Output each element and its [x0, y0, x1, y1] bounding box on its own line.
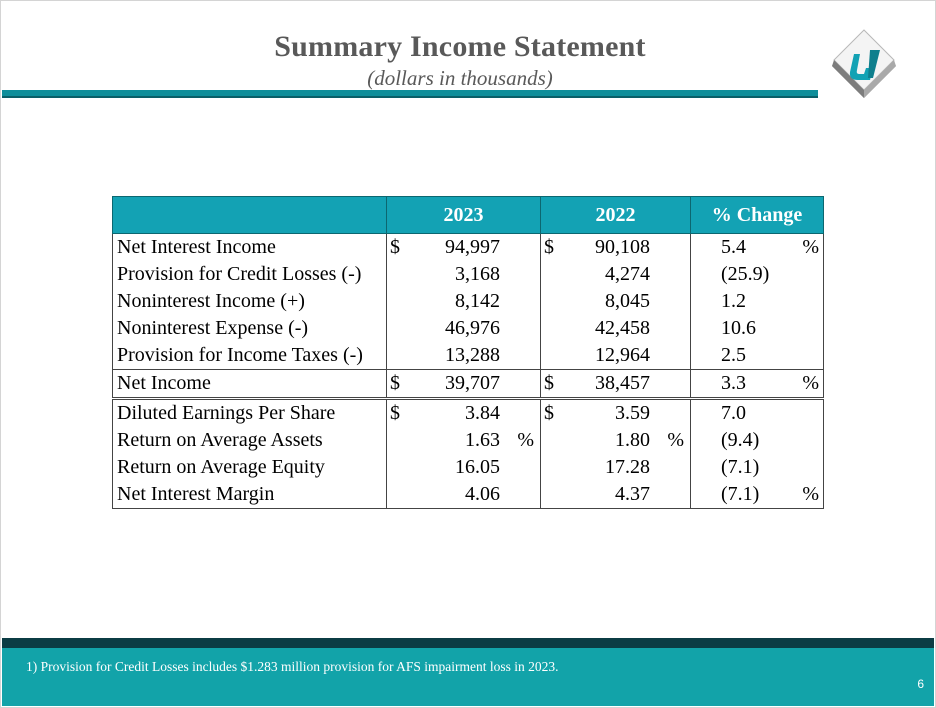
value-2022: 42,458: [595, 317, 650, 339]
table-row: [113, 288, 824, 315]
row-label: Provision for Income Taxes (-): [113, 342, 387, 370]
cell-2023: [387, 399, 541, 428]
pct-change-value: 10.6: [721, 317, 756, 339]
cell-pct-change: [691, 427, 824, 454]
row-label: Return on Average Equity: [113, 454, 387, 481]
currency-symbol: $: [390, 402, 400, 424]
cell-pct-change: [691, 370, 824, 399]
row-label: Net Income: [113, 370, 387, 399]
table-row: [113, 427, 824, 454]
value-2022: 4,274: [605, 263, 650, 285]
cell-2022: [541, 427, 691, 454]
currency-symbol: $: [390, 236, 400, 258]
footnote: 1) Provision for Credit Losses includes $1.283 million provision for AFS impairment loss in 2023.: [26, 659, 559, 674]
cell-pct-change: [691, 454, 824, 481]
page-subtitle: (dollars in thousands): [367, 66, 553, 90]
cell-2022: [541, 370, 691, 399]
cell-pct-change: [691, 342, 824, 370]
value-2022: 38,457: [595, 372, 650, 394]
section-ratios: [113, 399, 824, 509]
pct-change-value: 1.2: [721, 290, 746, 312]
pct-change-value: (7.1): [721, 456, 760, 478]
value-2022: 90,108: [595, 236, 650, 258]
table-header-row: [113, 197, 824, 234]
table-row: [113, 399, 824, 428]
value-2023: 13,288: [445, 344, 500, 366]
table-row: [113, 234, 824, 262]
pct-change-value: (7.1): [721, 483, 760, 505]
value-2023: 3.84: [465, 402, 500, 424]
header-2022: 2022: [541, 197, 691, 234]
value-2023: 39,707: [445, 372, 500, 394]
value-2022: 1.80: [615, 429, 650, 451]
cell-2022: [541, 399, 691, 428]
cell-2023: [387, 481, 541, 509]
pct-change-value: 2.5: [721, 344, 746, 366]
cell-pct-change: [691, 234, 824, 262]
cell-pct-change: [691, 315, 824, 342]
cell-2022: [541, 261, 691, 288]
cell-2022: [541, 288, 691, 315]
page-number: 6: [917, 677, 924, 691]
value-2023: 1.63: [465, 429, 500, 451]
cell-2022: [541, 342, 691, 370]
currency-symbol: $: [544, 402, 554, 424]
row-label: Net Interest Margin: [113, 481, 387, 509]
cell-pct-change: [691, 481, 824, 509]
pct-change-value: 3.3: [721, 372, 746, 394]
cell-pct-change: [691, 288, 824, 315]
pct-change-unit: %: [802, 483, 819, 505]
value-2022: 4.37: [615, 483, 650, 505]
currency-symbol: $: [544, 372, 554, 394]
header-2023: 2023: [387, 197, 541, 234]
cell-2023: [387, 370, 541, 399]
value-2022: 3.59: [615, 402, 650, 424]
table-row: [113, 370, 824, 399]
value-2023: 46,976: [445, 317, 500, 339]
table-row: [113, 261, 824, 288]
cell-2022: [541, 234, 691, 262]
cell-2023: [387, 454, 541, 481]
company-logo-icon: [826, 28, 902, 104]
value-2022: 17.28: [605, 456, 650, 478]
row-label: Provision for Credit Losses (-): [113, 261, 387, 288]
pct-change-value: (9.4): [721, 429, 760, 451]
value-2022: 8,045: [605, 290, 650, 312]
value-2023: 8,142: [455, 290, 500, 312]
row-label: Noninterest Income (+): [113, 288, 387, 315]
cell-2023: [387, 261, 541, 288]
row-label: Return on Average Assets: [113, 427, 387, 454]
cell-2022: [541, 315, 691, 342]
table-row: [113, 454, 824, 481]
footer-band: [2, 638, 934, 648]
header-pct-change: % Change: [691, 197, 824, 234]
table-row: [113, 315, 824, 342]
row-label: Noninterest Expense (-): [113, 315, 387, 342]
section-operating: [113, 234, 824, 399]
pct-change-value: 5.4: [721, 236, 746, 258]
income-statement-table: [112, 196, 824, 509]
row-label: Net Interest Income: [113, 234, 387, 262]
currency-symbol: $: [390, 372, 400, 394]
cell-pct-change: [691, 261, 824, 288]
value-2023: 3,168: [455, 263, 500, 285]
cell-2022: [541, 454, 691, 481]
table-row: [113, 481, 824, 509]
unit-2022: %: [667, 429, 684, 451]
table-row: [113, 342, 824, 370]
row-label: Diluted Earnings Per Share: [113, 399, 387, 428]
value-2023: 94,997: [445, 236, 500, 258]
unit-2023: %: [517, 429, 534, 451]
value-2023: 4.06: [465, 483, 500, 505]
pct-change-value: (25.9): [721, 263, 770, 285]
cell-2023: [387, 342, 541, 370]
currency-symbol: $: [544, 236, 554, 258]
pct-change-value: 7.0: [721, 402, 746, 424]
header-label-col: [113, 197, 387, 234]
cell-2023: [387, 427, 541, 454]
pct-change-unit: %: [802, 372, 819, 394]
cell-2023: [387, 315, 541, 342]
cell-2022: [541, 481, 691, 509]
pct-change-unit: %: [802, 236, 819, 258]
page-title: Summary Income Statement: [274, 30, 646, 63]
value-2022: 12,964: [595, 344, 650, 366]
cell-2023: [387, 234, 541, 262]
cell-2023: [387, 288, 541, 315]
footer-bar: [2, 648, 934, 706]
title-rule-shadow: [2, 96, 818, 98]
value-2023: 16.05: [455, 456, 500, 478]
cell-pct-change: [691, 399, 824, 428]
